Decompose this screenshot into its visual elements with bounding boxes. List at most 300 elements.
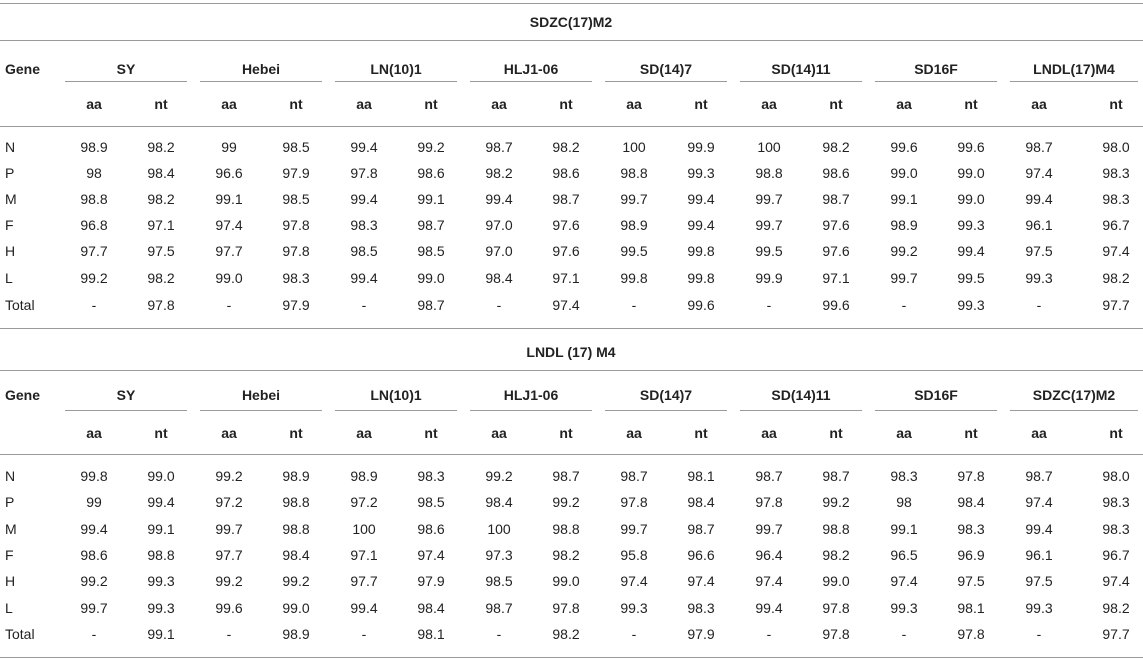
nt-value-cell: 98.4 bbox=[957, 494, 985, 510]
strain-group-rule bbox=[1010, 410, 1138, 411]
aa-value-cell: 98.4 bbox=[485, 270, 513, 286]
nt-value-cell: 97.9 bbox=[417, 573, 445, 589]
nt-value-cell: 99.4 bbox=[687, 217, 715, 233]
nt-value-cell: 99.0 bbox=[957, 165, 985, 181]
aa-value-cell: 99 bbox=[221, 139, 237, 155]
aa-value-cell: 99.3 bbox=[890, 600, 918, 616]
aa-value-cell: 99.7 bbox=[80, 600, 108, 616]
nt-subheader: nt bbox=[1109, 425, 1123, 441]
nt-value-cell: 99.1 bbox=[417, 191, 445, 207]
aa-value-cell: 97.4 bbox=[215, 217, 243, 233]
aa-value-cell: 99.7 bbox=[755, 191, 783, 207]
aa-value-cell: 99.6 bbox=[890, 139, 918, 155]
aa-value-cell: 99.7 bbox=[215, 521, 243, 537]
nt-value-cell: 97.7 bbox=[1102, 297, 1130, 313]
strain-header: LN(10)1 bbox=[370, 387, 422, 403]
strain-header: Hebei bbox=[241, 61, 281, 77]
aa-value-cell: 99.4 bbox=[80, 521, 108, 537]
aa-value-cell: 96.1 bbox=[1025, 547, 1053, 563]
nt-value-cell: 99.8 bbox=[687, 243, 715, 259]
nt-value-cell: 97.9 bbox=[687, 626, 715, 642]
nt-value-cell: 97.4 bbox=[552, 297, 580, 313]
nt-value-cell: 99.2 bbox=[552, 494, 580, 510]
gene-column-header: Gene bbox=[5, 61, 41, 77]
nt-value-cell: 97.9 bbox=[282, 165, 310, 181]
nt-value-cell: 99.1 bbox=[147, 626, 175, 642]
aa-value-cell: 99.1 bbox=[890, 521, 918, 537]
aa-value-cell: - bbox=[631, 626, 637, 642]
nt-value-cell: 98.3 bbox=[687, 600, 715, 616]
nt-value-cell: 97.8 bbox=[957, 468, 985, 484]
strain-header: SD16F bbox=[914, 61, 958, 77]
aa-subheader: aa bbox=[626, 425, 642, 441]
nt-value-cell: 98.4 bbox=[417, 600, 445, 616]
nt-value-cell: 99.3 bbox=[687, 165, 715, 181]
nt-value-cell: 99.3 bbox=[957, 297, 985, 313]
aa-value-cell: 99.2 bbox=[80, 270, 108, 286]
aa-subheader: aa bbox=[896, 96, 912, 112]
aa-value-cell: 98.7 bbox=[755, 468, 783, 484]
nt-subheader: nt bbox=[829, 425, 843, 441]
section-bottom-rule bbox=[0, 328, 1143, 329]
gene-label: N bbox=[5, 139, 16, 155]
nt-value-cell: 98.7 bbox=[822, 468, 850, 484]
nt-value-cell: 98.1 bbox=[957, 600, 985, 616]
nt-value-cell: 98.3 bbox=[1102, 191, 1130, 207]
aa-subheader: aa bbox=[356, 425, 372, 441]
gene-label: P bbox=[5, 494, 15, 510]
section-title: SDZC(17)M2 bbox=[529, 14, 613, 30]
aa-subheader: aa bbox=[1031, 425, 1047, 441]
aa-value-cell: - bbox=[901, 626, 907, 642]
gene-column-header: Gene bbox=[5, 387, 41, 403]
aa-value-cell: 100 bbox=[622, 139, 646, 155]
aa-value-cell: 99.7 bbox=[890, 270, 918, 286]
strain-header: LN(10)1 bbox=[370, 61, 422, 77]
nt-value-cell: 97.4 bbox=[1102, 243, 1130, 259]
aa-value-cell: 99.2 bbox=[485, 468, 513, 484]
nt-subheader: nt bbox=[964, 425, 978, 441]
aa-value-cell: 99.4 bbox=[755, 600, 783, 616]
nt-subheader: nt bbox=[964, 96, 978, 112]
strain-group-rule bbox=[65, 410, 187, 411]
aa-value-cell: 99.4 bbox=[1025, 521, 1053, 537]
aa-value-cell: 98.4 bbox=[485, 494, 513, 510]
nt-value-cell: 99.0 bbox=[417, 270, 445, 286]
aa-subheader: aa bbox=[761, 425, 777, 441]
aa-value-cell: - bbox=[361, 626, 367, 642]
nt-value-cell: 99.0 bbox=[147, 468, 175, 484]
nt-value-cell: 98.7 bbox=[417, 297, 445, 313]
aa-subheader: aa bbox=[896, 425, 912, 441]
aa-value-cell: 98.7 bbox=[1025, 139, 1053, 155]
nt-value-cell: 98.2 bbox=[552, 626, 580, 642]
nt-value-cell: 97.7 bbox=[1102, 626, 1130, 642]
nt-value-cell: 99.4 bbox=[957, 243, 985, 259]
nt-value-cell: 97.6 bbox=[822, 217, 850, 233]
aa-value-cell: 99.8 bbox=[80, 468, 108, 484]
nt-value-cell: 98.6 bbox=[822, 165, 850, 181]
nt-value-cell: 98.3 bbox=[957, 521, 985, 537]
aa-value-cell: 97.7 bbox=[350, 573, 378, 589]
aa-value-cell: 99.3 bbox=[1025, 600, 1053, 616]
aa-subheader: aa bbox=[356, 96, 372, 112]
nt-value-cell: 98.6 bbox=[417, 521, 445, 537]
aa-value-cell: - bbox=[226, 626, 232, 642]
aa-value-cell: 97.0 bbox=[485, 243, 513, 259]
aa-value-cell: 99.5 bbox=[755, 243, 783, 259]
nt-value-cell: 98.2 bbox=[147, 139, 175, 155]
nt-value-cell: 98.2 bbox=[147, 191, 175, 207]
nt-value-cell: 99.3 bbox=[957, 217, 985, 233]
nt-value-cell: 98.0 bbox=[1102, 139, 1130, 155]
nt-subheader: nt bbox=[694, 425, 708, 441]
nt-value-cell: 98.2 bbox=[1102, 600, 1130, 616]
aa-subheader: aa bbox=[86, 96, 102, 112]
gene-label: L bbox=[5, 270, 13, 286]
nt-value-cell: 99.9 bbox=[687, 139, 715, 155]
section-title-rule bbox=[0, 370, 1143, 371]
strain-group-rule bbox=[875, 410, 997, 411]
nt-subheader: nt bbox=[154, 96, 168, 112]
aa-value-cell: 98.5 bbox=[350, 243, 378, 259]
aa-subheader: aa bbox=[491, 425, 507, 441]
aa-value-cell: 99.7 bbox=[620, 191, 648, 207]
nt-value-cell: 98.5 bbox=[282, 139, 310, 155]
nt-value-cell: 98.4 bbox=[687, 494, 715, 510]
aa-value-cell: 99.3 bbox=[1025, 270, 1053, 286]
strain-group-rule bbox=[740, 81, 862, 82]
nt-value-cell: 97.8 bbox=[282, 243, 310, 259]
nt-value-cell: 98.2 bbox=[822, 139, 850, 155]
strain-header: HLJ1-06 bbox=[503, 61, 559, 77]
nt-value-cell: 98.2 bbox=[552, 139, 580, 155]
nt-value-cell: 98.8 bbox=[552, 521, 580, 537]
aa-value-cell: 96.4 bbox=[755, 547, 783, 563]
nt-value-cell: 98.3 bbox=[282, 270, 310, 286]
nt-subheader: nt bbox=[829, 96, 843, 112]
nt-value-cell: 97.5 bbox=[957, 573, 985, 589]
gene-label: H bbox=[5, 243, 16, 259]
nt-value-cell: 98.2 bbox=[552, 547, 580, 563]
strain-group-rule bbox=[335, 81, 457, 82]
nt-subheader: nt bbox=[154, 425, 168, 441]
aa-value-cell: 98.7 bbox=[485, 139, 513, 155]
nt-value-cell: 98.5 bbox=[282, 191, 310, 207]
aa-value-cell: 99.4 bbox=[1025, 191, 1053, 207]
nt-value-cell: 99.3 bbox=[147, 573, 175, 589]
aa-value-cell: 98.9 bbox=[80, 139, 108, 155]
aa-value-cell: 99.2 bbox=[215, 573, 243, 589]
nt-value-cell: 99.0 bbox=[957, 191, 985, 207]
header-bottom-rule bbox=[0, 126, 1143, 127]
aa-value-cell: 98.8 bbox=[755, 165, 783, 181]
strain-group-rule bbox=[470, 410, 592, 411]
nt-value-cell: 98.7 bbox=[822, 191, 850, 207]
gene-label: Total bbox=[5, 626, 35, 642]
aa-value-cell: 99.3 bbox=[620, 600, 648, 616]
gene-label: F bbox=[5, 547, 14, 563]
aa-subheader: aa bbox=[491, 96, 507, 112]
aa-value-cell: 98.8 bbox=[80, 191, 108, 207]
strain-header: SY bbox=[116, 387, 136, 403]
nt-value-cell: 98.3 bbox=[1102, 494, 1130, 510]
aa-value-cell: 97.4 bbox=[755, 573, 783, 589]
nt-value-cell: 98.7 bbox=[687, 521, 715, 537]
nt-value-cell: 97.8 bbox=[822, 626, 850, 642]
aa-value-cell: - bbox=[496, 626, 502, 642]
nt-value-cell: 97.6 bbox=[552, 243, 580, 259]
nt-value-cell: 99.5 bbox=[957, 270, 985, 286]
aa-value-cell: 98.3 bbox=[890, 468, 918, 484]
table-top-rule bbox=[0, 3, 1143, 4]
nt-value-cell: 98.8 bbox=[147, 547, 175, 563]
aa-value-cell: 99.9 bbox=[755, 270, 783, 286]
section-title: LNDL (17) M4 bbox=[526, 344, 616, 360]
strain-group-rule bbox=[200, 81, 322, 82]
aa-value-cell: 97.4 bbox=[1025, 494, 1053, 510]
nt-value-cell: 96.6 bbox=[687, 547, 715, 563]
aa-value-cell: 97.8 bbox=[755, 494, 783, 510]
aa-value-cell: - bbox=[226, 297, 232, 313]
aa-value-cell: 99.4 bbox=[350, 139, 378, 155]
aa-value-cell: 97.7 bbox=[80, 243, 108, 259]
strain-header: SY bbox=[116, 61, 136, 77]
aa-value-cell: 100 bbox=[352, 521, 376, 537]
aa-value-cell: 98.9 bbox=[350, 468, 378, 484]
nt-subheader: nt bbox=[289, 425, 303, 441]
aa-value-cell: 97.5 bbox=[1025, 573, 1053, 589]
nt-value-cell: 97.9 bbox=[282, 297, 310, 313]
aa-value-cell: 99.2 bbox=[215, 468, 243, 484]
aa-value-cell: 97.4 bbox=[890, 573, 918, 589]
aa-value-cell: 98.7 bbox=[620, 468, 648, 484]
aa-value-cell: 100 bbox=[757, 139, 781, 155]
strain-group-rule bbox=[875, 81, 997, 82]
aa-value-cell: 98.3 bbox=[350, 217, 378, 233]
aa-value-cell: 98.6 bbox=[80, 547, 108, 563]
aa-value-cell: - bbox=[631, 297, 637, 313]
nt-value-cell: 97.4 bbox=[1102, 573, 1130, 589]
strain-header: Hebei bbox=[241, 387, 281, 403]
aa-value-cell: 99.2 bbox=[80, 573, 108, 589]
aa-subheader: aa bbox=[86, 425, 102, 441]
nt-value-cell: 98.4 bbox=[147, 165, 175, 181]
nt-value-cell: 97.1 bbox=[147, 217, 175, 233]
strain-header: SDZC(17)M2 bbox=[1032, 387, 1116, 403]
nt-value-cell: 98.0 bbox=[1102, 468, 1130, 484]
aa-value-cell: 97.3 bbox=[485, 547, 513, 563]
strain-group-rule bbox=[605, 410, 727, 411]
nt-value-cell: 99.6 bbox=[822, 297, 850, 313]
strain-group-rule bbox=[335, 410, 457, 411]
aa-value-cell: 97.7 bbox=[215, 547, 243, 563]
aa-value-cell: 99.8 bbox=[620, 270, 648, 286]
strain-header: SD(14)7 bbox=[639, 61, 693, 77]
aa-value-cell: - bbox=[766, 297, 772, 313]
aa-value-cell: - bbox=[91, 626, 97, 642]
aa-value-cell: 97.5 bbox=[1025, 243, 1053, 259]
aa-value-cell: 97.0 bbox=[485, 217, 513, 233]
section-bottom-rule bbox=[0, 657, 1143, 658]
gene-label: Total bbox=[5, 297, 35, 313]
nt-value-cell: 98.6 bbox=[417, 165, 445, 181]
nt-value-cell: 98.1 bbox=[687, 468, 715, 484]
nt-subheader: nt bbox=[289, 96, 303, 112]
aa-value-cell: 98.7 bbox=[1025, 468, 1053, 484]
gene-label: L bbox=[5, 600, 13, 616]
aa-subheader: aa bbox=[761, 96, 777, 112]
aa-subheader: aa bbox=[1031, 96, 1047, 112]
strain-header: LNDL(17)M4 bbox=[1033, 61, 1115, 77]
aa-value-cell: 98.8 bbox=[620, 165, 648, 181]
nt-value-cell: 99.2 bbox=[417, 139, 445, 155]
gene-label: M bbox=[5, 191, 17, 207]
nt-subheader: nt bbox=[559, 96, 573, 112]
strain-header: SD(14)11 bbox=[771, 61, 831, 77]
nt-value-cell: 99.8 bbox=[687, 270, 715, 286]
nt-value-cell: 98.7 bbox=[417, 217, 445, 233]
nt-value-cell: 97.4 bbox=[687, 573, 715, 589]
aa-value-cell: 98 bbox=[896, 494, 912, 510]
nt-value-cell: 98.3 bbox=[417, 468, 445, 484]
aa-value-cell: 99.1 bbox=[215, 191, 243, 207]
nt-value-cell: 97.4 bbox=[417, 547, 445, 563]
aa-subheader: aa bbox=[626, 96, 642, 112]
strain-group-rule bbox=[200, 410, 322, 411]
strain-group-rule bbox=[740, 410, 862, 411]
nt-value-cell: 96.7 bbox=[1102, 217, 1130, 233]
strain-header: HLJ1-06 bbox=[503, 387, 559, 403]
nt-value-cell: 98.8 bbox=[282, 521, 310, 537]
nt-value-cell: 97.1 bbox=[822, 270, 850, 286]
aa-value-cell: 97.4 bbox=[1025, 165, 1053, 181]
aa-value-cell: 99.4 bbox=[485, 191, 513, 207]
strain-group-rule bbox=[65, 81, 187, 82]
aa-value-cell: - bbox=[1036, 297, 1042, 313]
strain-group-rule bbox=[1010, 81, 1138, 82]
aa-subheader: aa bbox=[221, 96, 237, 112]
aa-value-cell: 99.4 bbox=[350, 600, 378, 616]
nt-value-cell: 99.2 bbox=[822, 494, 850, 510]
aa-value-cell: 97.7 bbox=[215, 243, 243, 259]
aa-value-cell: 97.2 bbox=[215, 494, 243, 510]
nt-subheader: nt bbox=[1109, 96, 1123, 112]
aa-value-cell: - bbox=[361, 297, 367, 313]
aa-value-cell: 100 bbox=[487, 521, 511, 537]
nt-value-cell: 98.4 bbox=[282, 547, 310, 563]
strain-group-rule bbox=[605, 81, 727, 82]
nt-value-cell: 98.9 bbox=[282, 626, 310, 642]
aa-value-cell: 97.8 bbox=[350, 165, 378, 181]
aa-value-cell: 99.6 bbox=[215, 600, 243, 616]
strain-header: SD(14)11 bbox=[771, 387, 831, 403]
nt-value-cell: 98.2 bbox=[822, 547, 850, 563]
nt-value-cell: 98.8 bbox=[822, 521, 850, 537]
nt-value-cell: 98.2 bbox=[147, 270, 175, 286]
aa-value-cell: 98 bbox=[86, 165, 102, 181]
aa-value-cell: - bbox=[91, 297, 97, 313]
gene-label: P bbox=[5, 165, 15, 181]
nt-subheader: nt bbox=[424, 425, 438, 441]
nt-value-cell: 99.4 bbox=[147, 494, 175, 510]
nt-value-cell: 97.6 bbox=[822, 243, 850, 259]
aa-value-cell: - bbox=[1036, 626, 1042, 642]
nt-value-cell: 97.6 bbox=[552, 217, 580, 233]
header-bottom-rule bbox=[0, 454, 1143, 455]
aa-value-cell: 97.1 bbox=[350, 547, 378, 563]
aa-subheader: aa bbox=[221, 425, 237, 441]
aa-value-cell: 98.7 bbox=[485, 600, 513, 616]
nt-value-cell: 99.4 bbox=[687, 191, 715, 207]
nt-value-cell: 99.3 bbox=[147, 600, 175, 616]
aa-value-cell: 99.1 bbox=[890, 191, 918, 207]
aa-value-cell: 99.7 bbox=[755, 521, 783, 537]
nt-value-cell: 98.8 bbox=[282, 494, 310, 510]
nt-value-cell: 98.7 bbox=[552, 468, 580, 484]
aa-value-cell: 97.4 bbox=[620, 573, 648, 589]
nt-value-cell: 97.5 bbox=[147, 243, 175, 259]
nt-value-cell: 98.5 bbox=[417, 243, 445, 259]
aa-value-cell: 99.2 bbox=[890, 243, 918, 259]
aa-value-cell: 96.1 bbox=[1025, 217, 1053, 233]
nt-subheader: nt bbox=[694, 96, 708, 112]
aa-value-cell: 96.8 bbox=[80, 217, 108, 233]
strain-header: SD16F bbox=[914, 387, 958, 403]
strain-header: SD(14)7 bbox=[639, 387, 693, 403]
aa-value-cell: - bbox=[496, 297, 502, 313]
nt-value-cell: 98.1 bbox=[417, 626, 445, 642]
nt-value-cell: 99.6 bbox=[957, 139, 985, 155]
nt-value-cell: 98.3 bbox=[1102, 165, 1130, 181]
aa-value-cell: 99 bbox=[86, 494, 102, 510]
aa-value-cell: 99.4 bbox=[350, 191, 378, 207]
nt-value-cell: 97.8 bbox=[282, 217, 310, 233]
gene-label: M bbox=[5, 521, 17, 537]
aa-value-cell: 97.2 bbox=[350, 494, 378, 510]
nt-value-cell: 99.6 bbox=[687, 297, 715, 313]
aa-value-cell: 99.0 bbox=[215, 270, 243, 286]
nt-value-cell: 97.8 bbox=[147, 297, 175, 313]
nt-value-cell: 98.9 bbox=[282, 468, 310, 484]
gene-label: N bbox=[5, 468, 16, 484]
aa-value-cell: - bbox=[766, 626, 772, 642]
strain-group-rule bbox=[470, 81, 592, 82]
nt-subheader: nt bbox=[559, 425, 573, 441]
aa-value-cell: 98.5 bbox=[485, 573, 513, 589]
nt-value-cell: 99.2 bbox=[282, 573, 310, 589]
aa-value-cell: 95.8 bbox=[620, 547, 648, 563]
aa-value-cell: 98.2 bbox=[485, 165, 513, 181]
aa-value-cell: 99.7 bbox=[755, 217, 783, 233]
gene-label: H bbox=[5, 573, 16, 589]
nt-value-cell: 99.0 bbox=[822, 573, 850, 589]
nt-value-cell: 96.7 bbox=[1102, 547, 1130, 563]
nt-value-cell: 99.0 bbox=[552, 573, 580, 589]
gene-label: F bbox=[5, 217, 14, 233]
nt-value-cell: 97.8 bbox=[822, 600, 850, 616]
aa-value-cell: 96.6 bbox=[215, 165, 243, 181]
nt-value-cell: 97.8 bbox=[552, 600, 580, 616]
aa-value-cell: - bbox=[901, 297, 907, 313]
nt-subheader: nt bbox=[424, 96, 438, 112]
nt-value-cell: 99.0 bbox=[282, 600, 310, 616]
aa-value-cell: 99.7 bbox=[620, 521, 648, 537]
nt-value-cell: 97.1 bbox=[552, 270, 580, 286]
aa-value-cell: 98.9 bbox=[620, 217, 648, 233]
nt-value-cell: 99.1 bbox=[147, 521, 175, 537]
nt-value-cell: 98.7 bbox=[552, 191, 580, 207]
